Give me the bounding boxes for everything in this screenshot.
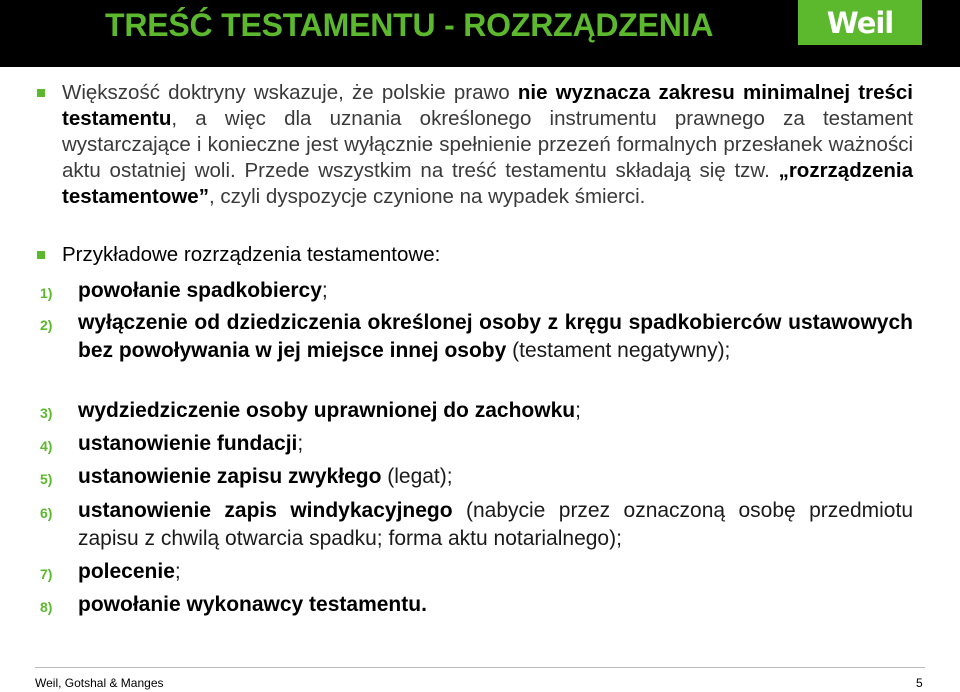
footer-company: Weil, Gotshal & Manges: [35, 676, 164, 690]
item-bold-text: ustanowienie zapis windykacyjnego: [78, 499, 453, 522]
intro-emphasis-2: „rozrządzenia testamentowe”: [62, 159, 913, 208]
intro-emphasis-1: nie wyznacza zakresu minimalnej treści testamentu: [62, 81, 913, 130]
list-item: [78, 397, 913, 425]
intro-paragraph: [62, 80, 913, 210]
item-rest-text: ;: [321, 279, 328, 302]
item-rest-text: ;: [575, 399, 581, 422]
list-item: [78, 497, 913, 553]
item-bold-text: powołanie wykonawcy testamentu.: [78, 593, 427, 616]
item-bold-text: wydziedziczenie osoby uprawnionej do zachowku: [78, 399, 576, 422]
item-number: 5): [40, 471, 53, 487]
item-bold-text: polecenie: [78, 560, 175, 583]
item-bold-text: ustanowienie fundacji: [78, 432, 298, 455]
item-number: 8): [40, 599, 53, 615]
list-item: [78, 277, 913, 305]
intro-text-2: , a więc dla uznania określonego instrumentu prawnego za testament wystarczające i konieczne jest wyłącznie spełnienie przezeń formalnych przesłanek ważności aktu ostatniej woli. Przede wszystkim na treść testamentu składają się tzw.: [62, 107, 913, 182]
item-number: 4): [40, 438, 53, 454]
item-bold-text: ustanowienie zapisu zwykłego: [78, 465, 382, 488]
item-rest-text: ;: [297, 432, 304, 455]
bullet-square-icon: [37, 251, 45, 259]
list-item: [78, 558, 913, 586]
slide-title: TREŚĆ TESTAMENTU - ROZRZĄDZENIA: [105, 7, 714, 43]
footer-divider: [35, 667, 925, 668]
item-rest-text: (nabycie przez oznaczoną osobę przedmiotu zapisu z chwilą otwarcia spadku; forma aktu notarialnego);: [78, 499, 913, 550]
item-number: 1): [40, 285, 53, 301]
intro-text-3: , czyli dyspozycje czynione na wypadek śmierci.: [208, 185, 646, 208]
item-number: 2): [40, 317, 53, 333]
intro-text-1: Większość doktryny wskazuje, że polskie prawo: [62, 81, 518, 104]
list-item: [78, 463, 913, 491]
item-rest-text: (legat);: [381, 465, 453, 488]
item-rest-text: (testament negatywny);: [506, 339, 731, 362]
weil-logo: [798, 0, 922, 45]
list-item: [78, 309, 913, 365]
examples-heading: Przykładowe rozrządzenia testamentowe:: [62, 243, 441, 266]
list-item: [78, 430, 913, 458]
item-bold-text: wyłączenie od dziedziczenia określonej osoby z kręgu spadkobierców ustawowych bez powoływania w jej miejsce innej osoby: [78, 311, 913, 362]
list-item: [78, 591, 913, 619]
header-bar: [0, 0, 960, 67]
logo-text: Weil: [826, 5, 894, 40]
item-rest-text: ;: [174, 560, 181, 583]
bullet-square-icon: [37, 89, 45, 97]
item-bold-text: powołanie spadkobiercy: [78, 279, 322, 302]
item-number: 7): [40, 566, 53, 582]
page-number: 5: [916, 676, 923, 690]
item-number: 3): [40, 405, 53, 421]
item-number: 6): [40, 505, 53, 521]
